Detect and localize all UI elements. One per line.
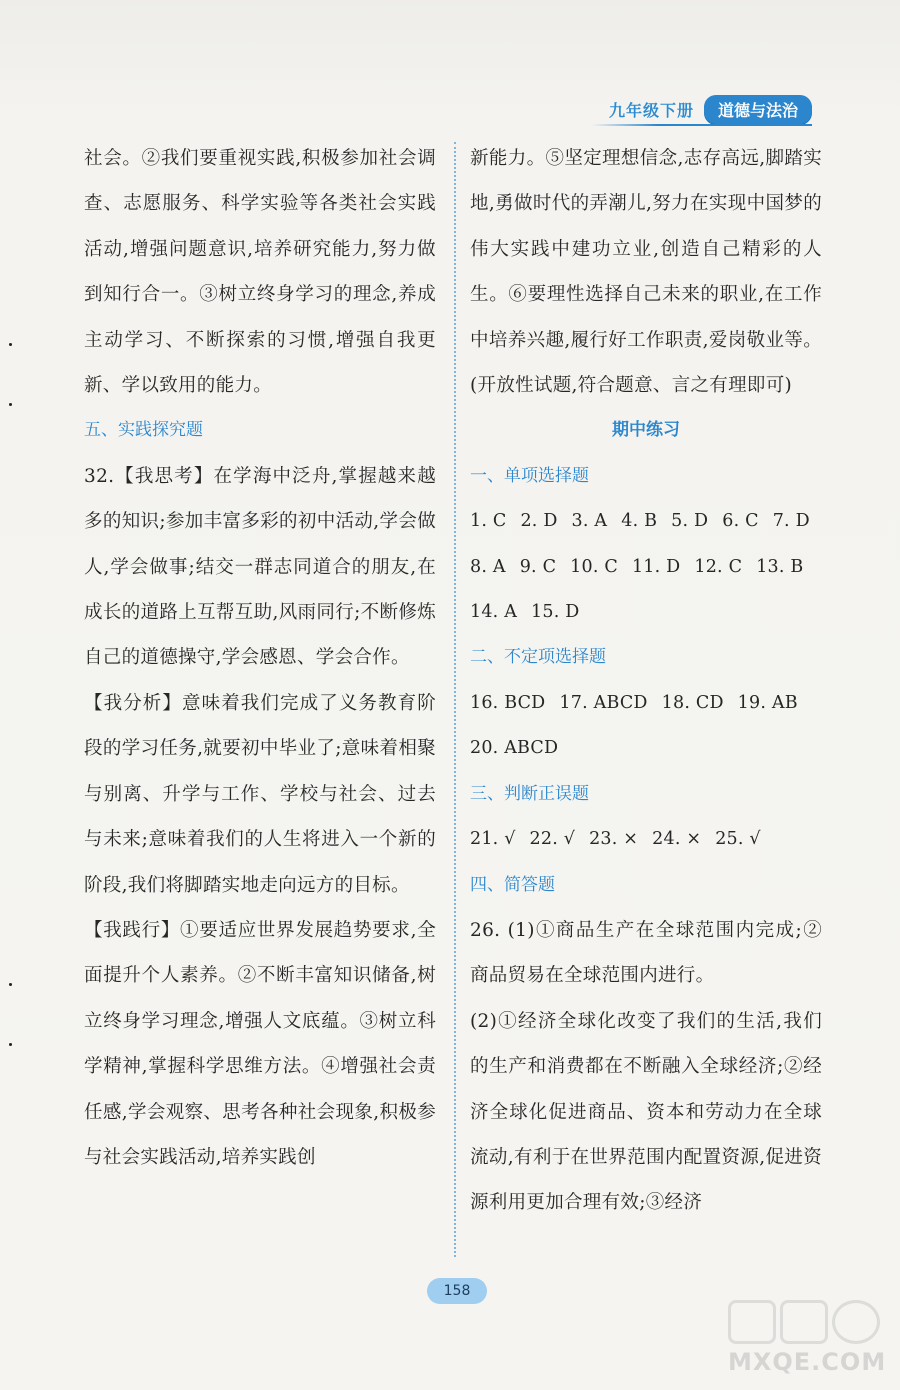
- left-column: [84, 136, 436, 1180]
- margin-mark: [9, 983, 12, 986]
- multi-choice-answers: [470, 681, 822, 772]
- column-divider: [454, 142, 456, 1257]
- answer-item: 22. √: [529, 829, 576, 850]
- answer-item: 12. C: [694, 556, 743, 577]
- answer-item: 5. D: [671, 511, 709, 532]
- section-heading-short-answer: 四、简答题: [470, 874, 555, 895]
- header-underline: [592, 124, 812, 126]
- answer-paragraph: 社会。②我们要重视实践,积极参加社会调查、志愿服务、科学实验等各类社会实践活动,增强问题意识,培养研究能力,努力做到知行合一。③树立终身学习的理念,养成主动学习、不断探索的习惯,增强自我更新、学以致用的能力。: [84, 148, 436, 397]
- answer-item: 14. A: [470, 602, 518, 623]
- answer-row: [470, 545, 822, 590]
- answer-item: 13. B: [756, 556, 804, 577]
- answer-item: 8. A: [470, 556, 506, 577]
- midterm-title: 期中练习: [612, 420, 680, 441]
- short-answer-paragraph: 26. (1)①商品生产在全球范围内完成;②商品贸易在全球范围内进行。: [470, 919, 822, 987]
- answer-paragraph-think: 32.【我思考】在学海中泛舟,掌握越来越多的知识;参加丰富多彩的初中活动,学会做人,学会做事;结交一群志同道合的朋友,在成长的道路上互帮互助,风雨同行;不断修炼自己的道德操守,学会感恩、学会合作。: [84, 465, 436, 669]
- answer-item: 24. ×: [652, 829, 702, 850]
- grade-label: 九年级下册: [608, 100, 694, 120]
- answer-item: 15. D: [531, 602, 580, 623]
- answer-item: 25. √: [715, 829, 761, 850]
- subject-badge: 道德与法治: [704, 95, 812, 124]
- answer-paragraph-continued: 新能力。⑤坚定理想信念,志存高远,脚踏实地,勇做时代的弄潮儿,努力在实现中国梦的伟大实践中建功立业,创造自己精彩的人生。⑥要理性选择自己未来的职业,在工作中培养兴趣,履行好工作职责,爱岗敬业等。(开放性试题,符合题意、言之有理即可): [470, 148, 822, 397]
- answer-item: 4. B: [621, 511, 658, 532]
- right-column: [470, 136, 822, 1226]
- answer-item: 7. D: [772, 511, 810, 532]
- answer-item: 3. A: [571, 511, 608, 532]
- answer-item: 9. C: [519, 556, 557, 577]
- margin-mark: [9, 403, 12, 406]
- answer-item: 6. C: [722, 511, 759, 532]
- answer-item: 17. ABCD: [559, 692, 648, 713]
- answer-paragraph-analyze: 【我分析】意味着我们完成了义务教育阶段的学习任务,就要初中毕业了;意味着相聚与别离、升学与工作、学校与社会、过去与未来;意味着我们的人生将进入一个新的阶段,我们将脚踏实地走向远方的目标。: [84, 692, 436, 896]
- short-answer-paragraph: (2)①经济全球化改变了我们的生活,我们的生产和消费都在不断融入全球经济;②经济全球化促进商品、资本和劳动力在全球流动,有利于在世界范围内配置资源,促进资源利用更加合理有效;③经济: [470, 1010, 822, 1214]
- margin-mark: [9, 1043, 12, 1046]
- answer-item: 19. AB: [737, 692, 798, 713]
- answer-row: [470, 817, 822, 862]
- answer-item: 21. √: [470, 829, 516, 850]
- answer-item: 1. C: [470, 511, 507, 532]
- margin-mark: [9, 343, 12, 346]
- answer-item: 11. D: [631, 556, 681, 577]
- answer-item: 2. D: [520, 511, 558, 532]
- answer-row: [470, 681, 822, 726]
- watermark-logo: [728, 1300, 888, 1380]
- page-header: [609, 94, 812, 124]
- section-heading-true-false: 三、判断正误题: [470, 783, 589, 804]
- section-heading-single-choice: 一、单项选择题: [470, 465, 589, 486]
- answer-row: [470, 590, 822, 635]
- true-false-answers: [470, 817, 822, 862]
- answer-item: 20. ABCD: [470, 738, 559, 759]
- section-heading-multi-choice: 二、不定项选择题: [470, 647, 606, 668]
- watermark-text: MXQE.COM: [728, 1348, 887, 1376]
- watermark-glyph-boxes: [728, 1300, 888, 1346]
- answer-item: 23. ×: [589, 829, 639, 850]
- answer-row: [470, 726, 822, 771]
- answer-paragraph-practice: 【我践行】①要适应世界发展趋势要求,全面提升个人素养。②不断丰富知识储备,树立终身学习理念,增强人文底蕴。③树立科学精神,掌握科学思维方法。④增强社会责任感,学会观察、思考各种社会现象,积极参与社会实践活动,培养实践创: [84, 919, 436, 1168]
- answer-item: 16. BCD: [470, 692, 546, 713]
- answer-row: [470, 499, 822, 544]
- answer-item: 10. C: [570, 556, 618, 577]
- single-choice-answers: [470, 499, 822, 635]
- page-number: 158: [427, 1278, 487, 1304]
- section-heading-practice: 五、实践探究题: [84, 420, 203, 441]
- answer-item: 18. CD: [661, 692, 724, 713]
